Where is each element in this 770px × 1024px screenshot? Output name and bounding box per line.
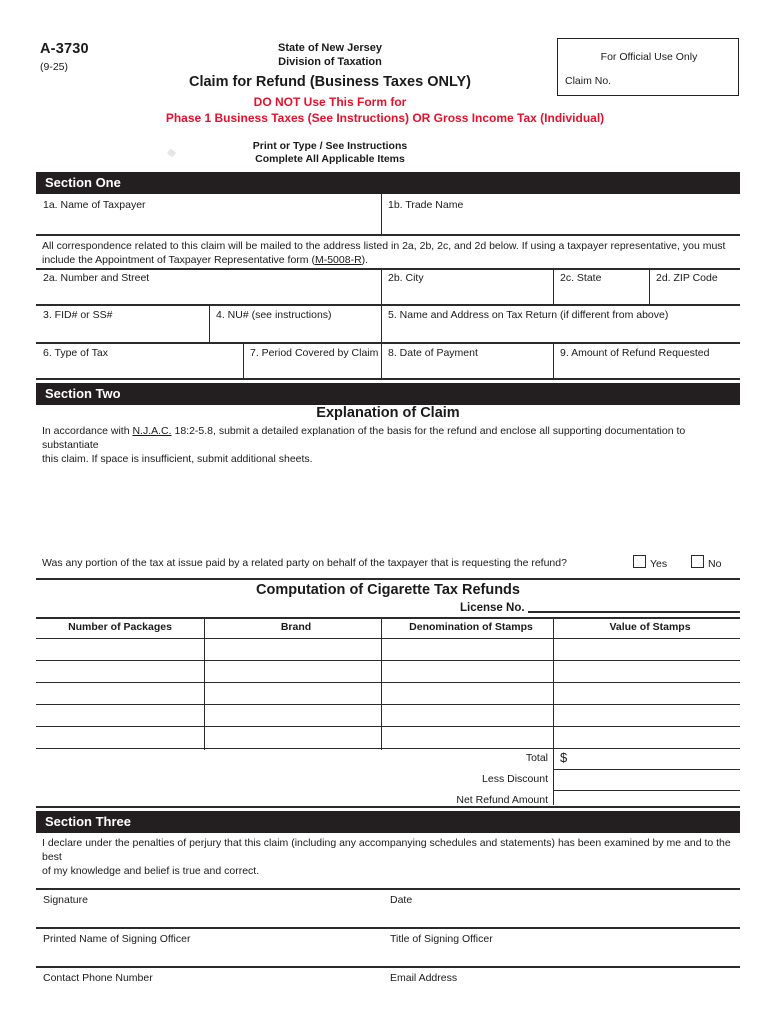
- divider-vertical-5: [209, 304, 210, 342]
- label-title-of-signing-officer: Title of Signing Officer: [390, 933, 493, 945]
- label-printed-name-of-signing-officer: Printed Name of Signing Officer: [43, 933, 191, 945]
- label-2a-number-and-street: 2a. Number and Street: [43, 272, 150, 284]
- print-instructions: [120, 140, 540, 165]
- title-block: [120, 41, 540, 111]
- section-two-bar: Section Two: [36, 383, 740, 405]
- cigarette-row-divider-2: [36, 682, 740, 683]
- label-5-name-address-on-return: 5. Name and Address on Tax Return (if different from above): [388, 309, 669, 321]
- cigarette-divider-col-1: [204, 617, 205, 750]
- warning-line-2: Phase 1 Business Taxes (See Instructions) OR Gross Income Tax (Individual): [165, 111, 605, 125]
- state-name: State of New Jersey: [278, 42, 382, 54]
- divider-vertical-1: [381, 194, 382, 234]
- label-date: Date: [390, 894, 413, 906]
- warning-line-1: DO NOT Use This Form for: [253, 95, 407, 109]
- explanation-body-post: 18:2-5.8, submit a detailed explanation of the basis for the refund and enclose all supporting documentation to substantiate: [42, 425, 686, 451]
- cigarette-row-divider-3: [36, 704, 740, 705]
- explanation-of-claim-heading: Explanation of Claim: [316, 405, 460, 421]
- cigarette-divider-col-2: [381, 617, 382, 750]
- label-7-period-covered: 7. Period Covered by Claim: [250, 347, 379, 359]
- divider-row-5: [36, 378, 740, 380]
- less-discount-row-divider: [553, 790, 740, 791]
- divider-row-4: [36, 342, 740, 344]
- section-three-bar: Section Three: [36, 811, 740, 833]
- form-header: [0, 0, 770, 172]
- correspondence-note: [42, 239, 742, 267]
- section-one-bar: Section One: [36, 172, 740, 194]
- label-contact-phone-number: Contact Phone Number: [43, 972, 153, 984]
- cigarette-table-top-border: [36, 617, 740, 619]
- column-header-denomination-of-stamps: Denomination of Stamps: [409, 621, 533, 633]
- form-revision-date: (9-25): [40, 61, 69, 73]
- divider-vertical-2: [381, 268, 382, 304]
- cigarette-row-divider-4: [36, 726, 740, 727]
- signature-row-top-border: [36, 888, 740, 890]
- explanation-body-line-2: this claim. If space is insufficient, submit additional sheets.: [42, 453, 313, 465]
- divider-vertical-3: [553, 268, 554, 304]
- divider-vertical-4: [649, 268, 650, 304]
- label-8-date-of-payment: 8. Date of Payment: [388, 347, 478, 359]
- license-no-label: License No.: [460, 602, 525, 614]
- division-name: Division of Taxation: [278, 56, 382, 68]
- divider-row-1: [36, 234, 740, 236]
- divider-row-3: [36, 304, 740, 306]
- total-row-divider: [553, 769, 740, 770]
- label-2c-state: 2c. State: [560, 272, 602, 284]
- label-signature: Signature: [43, 894, 88, 906]
- cigarette-divider-col-3: [553, 617, 554, 805]
- total-dollar-sign: $: [560, 750, 568, 765]
- printed-name-row-top-border: [36, 927, 740, 929]
- official-use-title: For Official Use Only: [600, 51, 698, 63]
- cigarette-row-divider-1: [36, 660, 740, 661]
- divider-vertical-7: [243, 342, 244, 378]
- cigarette-header-bottom-border: [36, 638, 740, 639]
- related-party-no-checkbox[interactable]: [691, 555, 704, 568]
- perjury-declaration: [42, 836, 742, 878]
- related-party-no-label: No: [708, 558, 722, 570]
- instruction-line-2: Complete All Applicable Items: [255, 152, 405, 165]
- column-header-brand: Brand: [280, 621, 312, 633]
- related-party-yes-label: Yes: [650, 558, 668, 570]
- label-9-amount-of-refund: 9. Amount of Refund Requested: [560, 347, 710, 359]
- label-3-fid-or-ss: 3. FID# or SS#: [43, 309, 113, 321]
- contact-row-top-border: [36, 966, 740, 968]
- label-2d-zip-code: 2d. ZIP Code: [656, 272, 718, 284]
- divider-vertical-6: [381, 304, 382, 342]
- declaration-line-2: of my knowledge and belief is true and correct.: [42, 865, 260, 877]
- divider-row-2: [36, 268, 740, 270]
- divider-vertical-9: [553, 342, 554, 378]
- explanation-body-pre: In accordance with: [42, 425, 133, 437]
- form-number: A-3730: [40, 41, 89, 57]
- label-2b-city: 2b. City: [388, 272, 424, 284]
- page-title: Claim for Refund (Business Taxes ONLY): [188, 74, 471, 90]
- label-email-address: Email Address: [390, 972, 458, 984]
- column-header-number-of-packages: Number of Packages: [68, 621, 172, 633]
- license-no-input-line[interactable]: [528, 611, 740, 613]
- related-party-yes-checkbox[interactable]: [633, 555, 646, 568]
- divider-vertical-8: [381, 342, 382, 378]
- declaration-line-1: I declare under the penalties of perjury that this claim (including any accompanying schedules and statements) has been examined by me and to the best: [42, 837, 731, 863]
- instruction-line-1: Print or Type / See Instructions: [252, 140, 408, 152]
- related-party-question: Was any portion of the tax at issue paid by a related party on behalf of the taxpayer that is requesting the refund?: [42, 557, 567, 569]
- column-header-value-of-stamps: Value of Stamps: [609, 621, 691, 633]
- correspondence-note-line-2-post: ).: [361, 254, 369, 266]
- label-1a-name-of-taxpayer: 1a. Name of Taxpayer: [43, 199, 146, 211]
- divider-before-cigarette: [36, 578, 740, 580]
- correspondence-note-line-1: All correspondence related to this claim will be mailed to the address listed in 2a, 2b, 2c, and 2d below. If using a taxpayer representative, you must: [42, 240, 726, 252]
- label-4-nu-number: 4. NU# (see instructions): [216, 309, 332, 321]
- m-5008-r-link[interactable]: M-5008-R: [314, 254, 362, 266]
- net-refund-amount-label: Net Refund Amount: [456, 794, 548, 806]
- cigarette-table-bottom-border: [36, 806, 740, 808]
- claim-no-label: Claim No.: [565, 75, 612, 87]
- njac-citation: N.J.A.C.: [132, 425, 172, 437]
- label-6-type-of-tax: 6. Type of Tax: [43, 347, 108, 359]
- less-discount-label: Less Discount: [482, 773, 548, 785]
- correspondence-note-line-2-pre: include the Appointment of Taxpayer Representative form (: [42, 254, 315, 266]
- official-use-box: [557, 38, 739, 96]
- cigarette-computation-heading: Computation of Cigarette Tax Refunds: [256, 582, 520, 598]
- cigarette-row-divider-5: [36, 748, 740, 749]
- explanation-body: [42, 424, 742, 466]
- total-label: Total: [525, 752, 548, 764]
- label-1b-trade-name: 1b. Trade Name: [388, 199, 464, 211]
